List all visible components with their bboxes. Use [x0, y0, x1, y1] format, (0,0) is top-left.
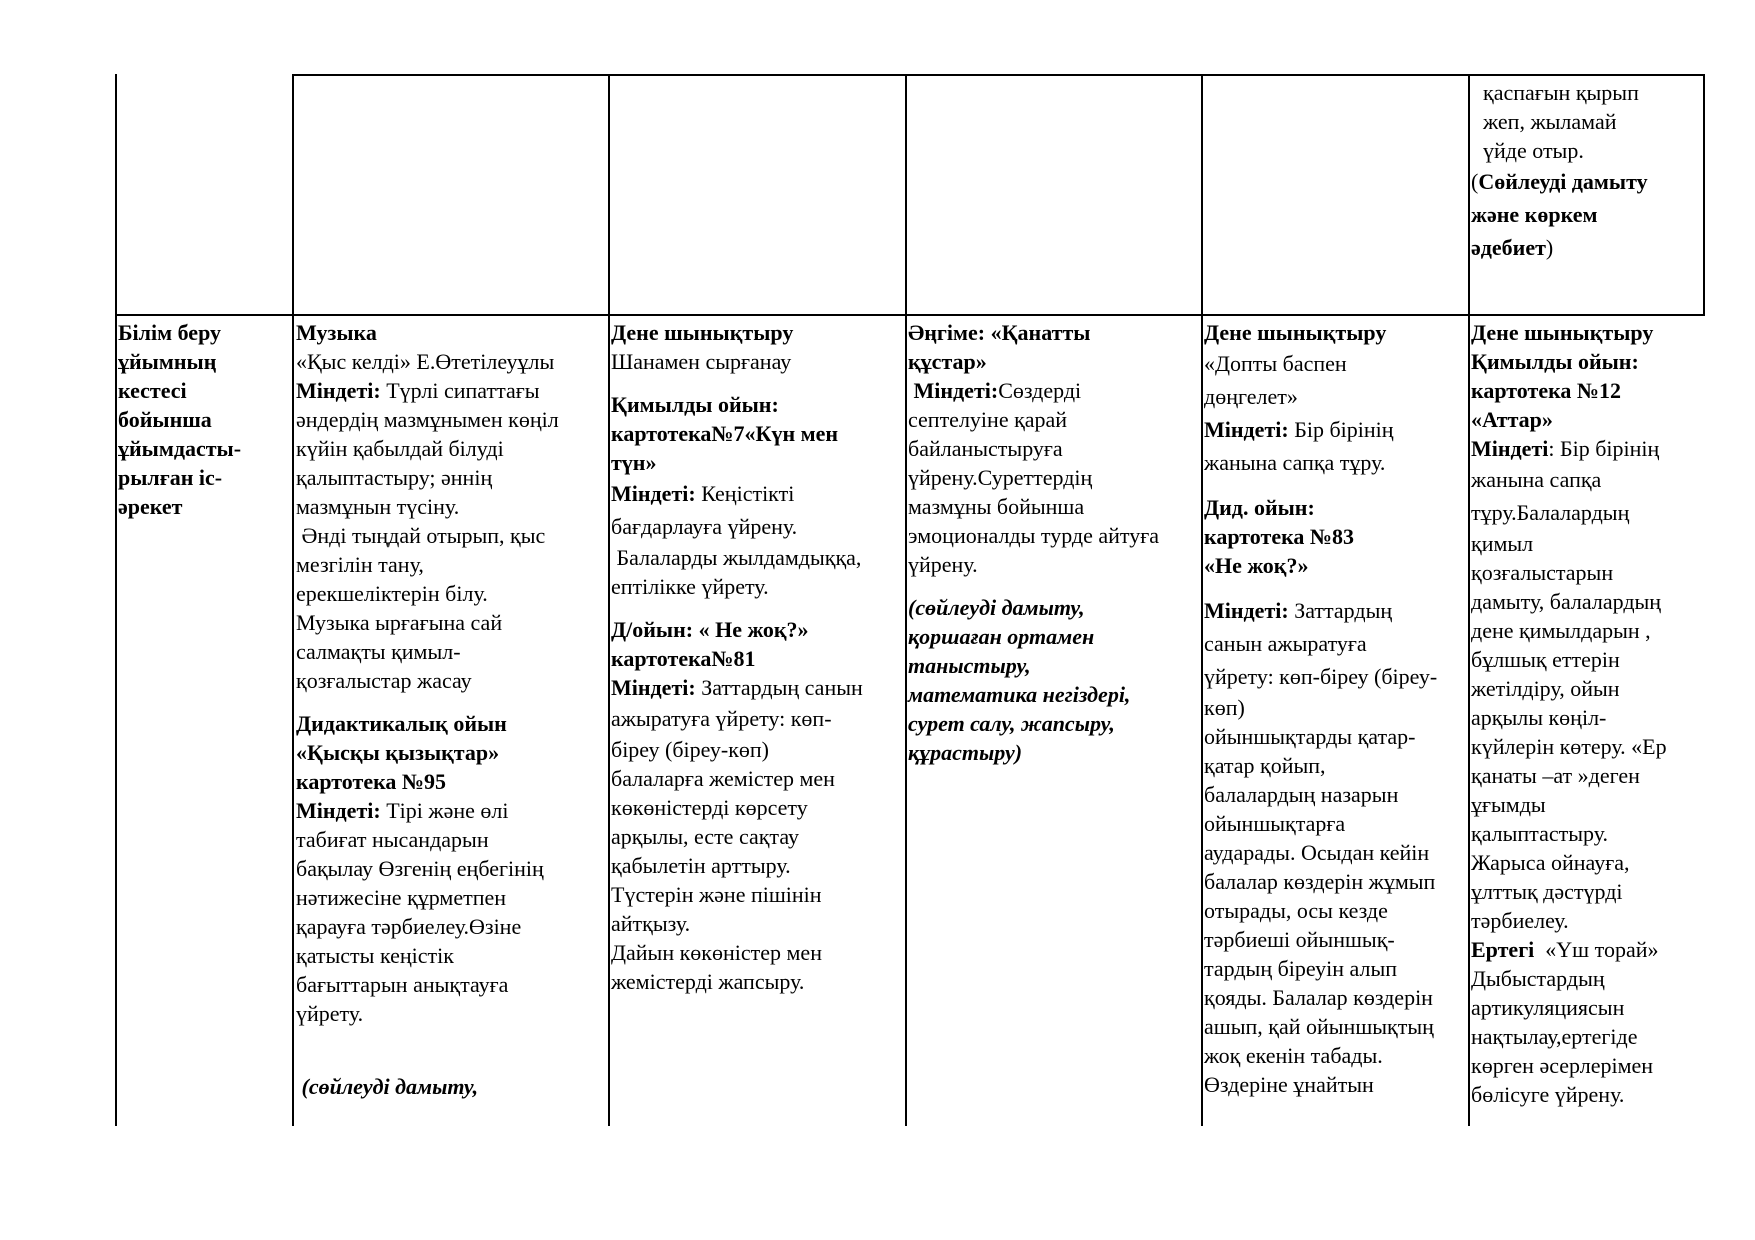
physical-ed-cell-2: [1204, 318, 1468, 1099]
text-line: жанына сапқа тұру.: [1204, 450, 1386, 475]
subject-text: әдебиет: [1471, 235, 1546, 260]
text-line: ұғымды: [1471, 792, 1546, 817]
text-line: жетілдіру, ойын: [1471, 676, 1620, 701]
header-line: әрекет: [118, 494, 183, 519]
text-line: Әнді тыңдай отырып, қыс: [296, 523, 546, 548]
text-line: бөлісуге үйрену.: [1471, 1082, 1625, 1107]
subject-note: таныстыру,: [908, 653, 1031, 678]
text-line: қаспағын қырып: [1483, 80, 1639, 105]
game-title: картотека№81: [611, 646, 756, 671]
task-line: [1204, 594, 1468, 627]
text-line: бағыттарын анықтауға: [296, 972, 509, 997]
paren: (: [1471, 169, 1479, 194]
task-line: [1204, 413, 1468, 446]
text-line: Дайын көкөністер мен: [611, 940, 822, 965]
subject-text: Сөйлеуді дамыту: [1478, 169, 1648, 194]
subject-note: қоршаған ортамен: [908, 624, 1095, 649]
text-line: қояды. Балалар көздерін: [1204, 985, 1433, 1010]
text-line: ажыратуға үйрету: көп-: [611, 706, 832, 731]
text-line: бұлшық еттерін: [1471, 647, 1620, 672]
text-line: Заттардың: [1288, 598, 1393, 623]
text-line: мазмұнын түсіну.: [296, 494, 460, 519]
text-line: тәрбиеші ойыншық-: [1204, 927, 1395, 952]
subject-note: (сөйлеуді дамыту,: [908, 595, 1085, 620]
text-line: Балаларды жылдамдыққа,: [611, 545, 862, 570]
text-line: қозғалыстар жасау: [296, 668, 472, 693]
text-line: Шанамен сырғанау: [611, 349, 792, 374]
task-line: [908, 376, 1200, 405]
text-line: әндердің мазмұнымен көңіл: [296, 407, 559, 432]
text-line: ерекшеліктерін білу.: [296, 581, 488, 606]
text-line: Бір бірінің: [1288, 417, 1394, 442]
text-line: қатар қойып,: [1204, 753, 1326, 778]
text-line: мазмұны бойынша: [908, 494, 1085, 519]
story-cell: [908, 318, 1200, 767]
task-label: Міндеті:: [296, 378, 381, 403]
text-line: жеп, жыламай: [1483, 109, 1617, 134]
game-title: картотека №83: [1204, 524, 1355, 549]
text-line: қатысты кеңістік: [296, 943, 454, 968]
task-label: Міндеті:: [296, 798, 381, 823]
text-line: күйлерін көтеру. «Ер: [1471, 734, 1667, 759]
text-line: қалыптастыру; әннің: [296, 465, 493, 490]
table-border-right: [1703, 74, 1705, 316]
physical-ed-cell: [611, 318, 905, 996]
text-line: санын ажыратуға: [1204, 631, 1367, 656]
text-line: табиғат нысандарын: [296, 827, 489, 852]
text-line: : Бір бірінің: [1548, 436, 1660, 461]
text-line: «Қыс келді» Е.Өтетілеуұлы: [296, 349, 555, 374]
text-line: аударады. Осыдан кейін: [1204, 840, 1430, 865]
subject-note: (сөйлеуді дамыту,: [296, 1074, 479, 1099]
table-border-col2: [292, 74, 294, 1126]
task-line: [296, 796, 606, 825]
task-label: Міндеті:: [1204, 598, 1289, 623]
text-line: қимыл: [1471, 531, 1534, 556]
game-title: түн»: [611, 450, 657, 475]
text-line: Тірі және өлі: [380, 798, 509, 823]
subject-note-end: [1471, 231, 1701, 264]
table-border-col3: [608, 74, 610, 1126]
text-line: қарауға тәрбиелеу.Өзіне: [296, 914, 522, 939]
text-line: арқылы, есте сақтау: [611, 824, 799, 849]
task-line: [296, 376, 606, 405]
text-line: «Допты баспен: [1204, 351, 1347, 376]
text-line: тәрбиелеу.: [1471, 908, 1569, 933]
text-line: артикуляциясын: [1471, 995, 1625, 1020]
text-line: дамыту, балалардың: [1471, 589, 1662, 614]
task-label: Міндеті:: [1204, 417, 1289, 442]
text-line: үйрету: көп-біреу (біреу-: [1204, 664, 1438, 689]
activity-title: Дене шынықтыру: [1204, 320, 1387, 345]
task-line: [611, 673, 905, 702]
task-line: [1471, 434, 1703, 463]
subject-note: [1471, 165, 1701, 198]
task-label: Міндеті: [1471, 436, 1549, 461]
header-line: Білім беру: [118, 320, 222, 345]
header-line: ұйымның: [118, 349, 217, 374]
text-line: қалыптастыру.: [1471, 821, 1608, 846]
text-line: Заттардың санын: [695, 675, 863, 700]
text-line: үйрету.: [296, 1001, 364, 1026]
table-row-divider: [115, 314, 1705, 316]
table-border-col6: [1468, 74, 1470, 1126]
text-line: эмоционалды турде айтуға: [908, 523, 1160, 548]
text-line: ептілікке үйрету.: [611, 574, 769, 599]
text-line: айтқызу.: [611, 911, 691, 936]
text-line: Музыка ырғағына сай: [296, 610, 503, 635]
text-line: тұру.Балалардың: [1471, 500, 1630, 525]
game-title: «Қысқы қызықтар»: [296, 740, 500, 765]
text-line: Дыбыстардың: [1471, 966, 1605, 991]
text-line: дөңгелет»: [1204, 384, 1298, 409]
game-title: картотека №12: [1471, 378, 1622, 403]
text-line: бақылау Өзгенің еңбегінің: [296, 856, 544, 881]
text-line: септелуіне қарай: [908, 407, 1068, 432]
game-title: Қимылды ойын:: [1471, 349, 1639, 374]
physical-ed-cell-3: [1471, 318, 1703, 1109]
text-line: жемістерді жапсыру.: [611, 969, 805, 994]
task-label: Міндеті:: [611, 481, 696, 506]
text-line: Жарыса ойнауға,: [1471, 850, 1630, 875]
text-line: Түстерін және пішінін: [611, 882, 822, 907]
game-title: «Не жоқ?»: [1204, 553, 1309, 578]
text-line: көкөністерді көрсету: [611, 795, 808, 820]
text-line: бағдарлауға үйрену.: [611, 514, 798, 539]
text-line: біреу (біреу-көп): [611, 737, 769, 762]
game-title: Дид. ойын:: [1204, 495, 1315, 520]
game-title: Д/ойын: « Не жоқ?»: [611, 617, 809, 642]
task-label: Міндеті:: [908, 378, 999, 403]
text-line: салмақты қимыл-: [296, 639, 461, 664]
tale-line: [1471, 935, 1703, 964]
header-line: ұйымдасты-: [118, 436, 242, 461]
activity-title: Дене шынықтыру: [1471, 320, 1654, 345]
text-line: балалар көздерін жұмып: [1204, 869, 1436, 894]
text-line: ойыншықтарды қатар-: [1204, 724, 1416, 749]
text-line: көрген әсерлерімен: [1471, 1053, 1654, 1078]
text-line: ойыншықтарға: [1204, 811, 1346, 836]
task-line: [611, 477, 905, 510]
text-line: балаларға жемістер мен: [611, 766, 835, 791]
text-line: ұлттық дәстүрді: [1471, 879, 1623, 904]
activity-title: Әңгіме: «Қанатты: [908, 320, 1091, 345]
game-title: картотека№7«Күн мен: [611, 421, 839, 446]
text-line: ашып, қай ойыншықтың: [1204, 1014, 1434, 1039]
subject-note: математика негіздері,: [908, 682, 1131, 707]
text-line: Сөздерді: [998, 378, 1082, 403]
text-line: арқылы көңіл-: [1471, 705, 1607, 730]
subject-note: құрастыру): [908, 740, 1023, 765]
paren: ): [1545, 235, 1554, 260]
text-line: қабылетін арттыру.: [611, 853, 791, 878]
top-row-col6-cell: [1471, 78, 1701, 264]
text-line: Түрлі сипаттағы: [380, 378, 540, 403]
game-title: Дидактикалық ойын: [296, 711, 507, 736]
subject-note: сурет салу, жапсыру,: [908, 711, 1115, 736]
text-line: үйрену.: [908, 552, 978, 577]
tale-label: Ертегі: [1471, 937, 1535, 962]
text-line: жоқ екенін табады.: [1204, 1043, 1383, 1068]
game-title: Қимылды ойын:: [611, 392, 779, 417]
subject-text: және көркем: [1471, 202, 1598, 227]
table-border-left: [115, 74, 117, 1126]
text-line: Өздеріне ұнайтын: [1204, 1072, 1374, 1097]
activity-title: Дене шынықтыру: [611, 320, 794, 345]
text-line: жанына сапқа: [1471, 467, 1602, 492]
text-line: күйін қабылдай білуді: [296, 436, 504, 461]
activity-title: құстар»: [908, 349, 987, 374]
game-title: картотека №95: [296, 769, 447, 794]
header-line: бойынша: [118, 407, 212, 432]
text-line: көп): [1204, 695, 1245, 720]
text-line: мезгілін тану,: [296, 552, 424, 577]
row-header-cell: [118, 318, 288, 521]
task-label: Міндеті:: [611, 675, 696, 700]
text-line: балалардың назарын: [1204, 782, 1399, 807]
text-line: дене қимылдарын ,: [1471, 618, 1651, 643]
text-line: тардың біреуін алып: [1204, 956, 1398, 981]
text-line: Кеңістікті: [695, 481, 795, 506]
game-title: «Аттар»: [1471, 407, 1553, 432]
table-border-col5: [1201, 74, 1203, 1126]
table-top-border: [292, 74, 1705, 76]
text-line: байланыстыруға: [908, 436, 1063, 461]
text-line: үйде отыр.: [1483, 138, 1584, 163]
text-line: нәтижесіне құрметпен: [296, 885, 507, 910]
text-line: қозғалыстарын: [1471, 560, 1614, 585]
text-line: отырады, осы кезде: [1204, 898, 1388, 923]
text-line: қанаты –ат »деген: [1471, 763, 1640, 788]
header-line: кестесі: [118, 378, 187, 403]
music-cell: [296, 318, 606, 1101]
text-line: нақтылау,ертегіде: [1471, 1024, 1638, 1049]
table-border-col4: [905, 74, 907, 1126]
activity-title: Музыка: [296, 320, 377, 345]
header-line: рылған іс-: [118, 465, 223, 490]
tale-title: «Үш торай»: [1534, 937, 1659, 962]
text-line: үйрену.Суреттердің: [908, 465, 1093, 490]
